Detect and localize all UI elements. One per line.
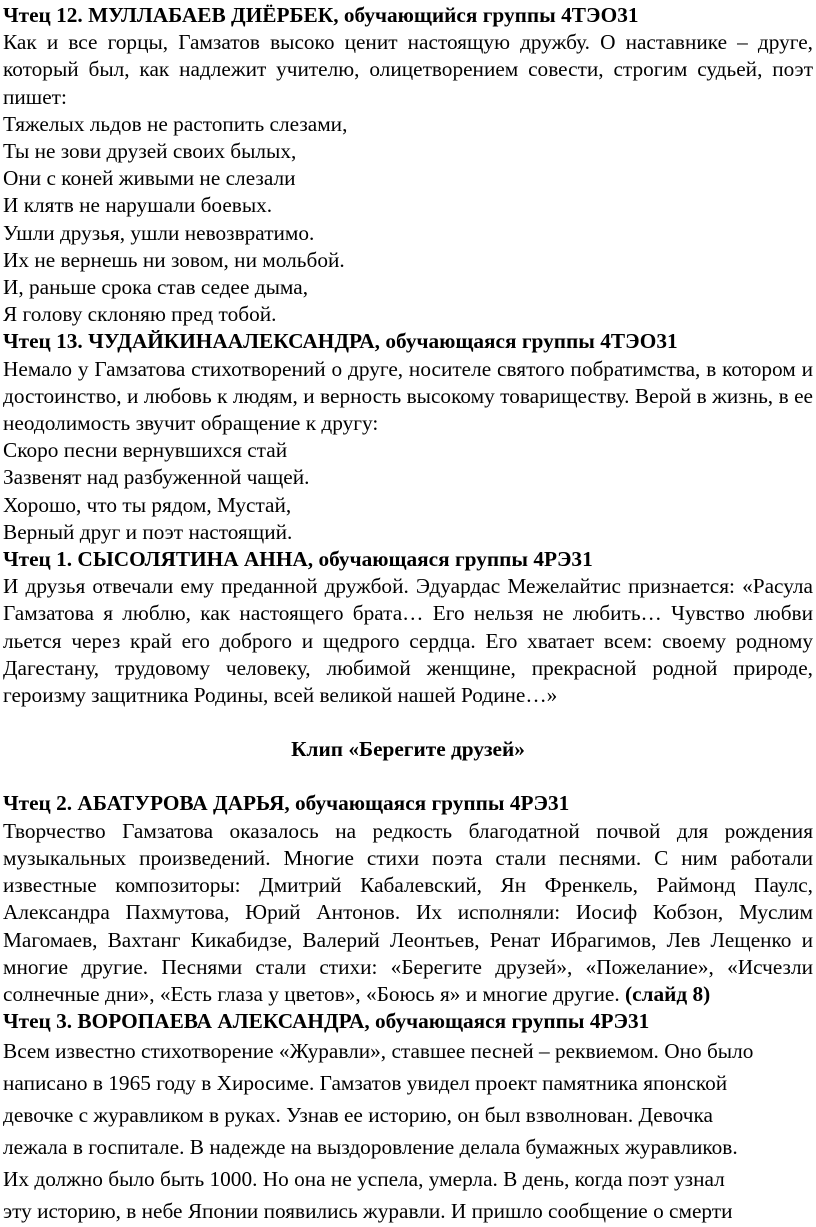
speaker-2-heading: Чтец 2. АБАТУРОВА ДАРЬЯ, обучающаяся группы 4РЭ31 bbox=[3, 791, 570, 816]
speaker-13-heading: Чтец 13. ЧУДАЙКИНААЛЕКСАНДРА, обучающаяся группы 4ТЭО31 bbox=[3, 329, 678, 354]
speaker-2-text bbox=[3, 818, 813, 1008]
poem-line: Зазвенят над разбуженной чащей. bbox=[3, 465, 310, 490]
poem-line: Хорошо, что ты рядом, Мустай, bbox=[3, 492, 292, 517]
speaker-12-heading: Чтец 12. МУЛЛАБАЕВ ДИЁРБЕК, обучающийся группы 4ТЭО31 bbox=[3, 3, 639, 27]
poem-line: Ушли друзья, ушли невозвратимо. bbox=[3, 220, 315, 245]
poem-line: И, раньше срока став седее дыма, bbox=[3, 275, 309, 300]
text-line: Их должно было быть 1000. Но она не успела, умерла. В день, когда поэт узнал bbox=[3, 1167, 725, 1192]
poem-line: Скоро песни вернувшихся стай bbox=[3, 438, 288, 463]
text-line: лежала в госпитале. В надежде на выздоровление делала бумажных журавликов. bbox=[3, 1135, 738, 1160]
text-line: эту историю, в небе Японии появились журавли. И пришло сообщение о смерти bbox=[3, 1199, 733, 1224]
speaker-3-heading: Чтец 3. ВОРОПАЕВА АЛЕКСАНДРА, обучающаяся группы 4РЭ31 bbox=[3, 1009, 650, 1034]
speaker-13-intro: Немало у Гамзатова стихотворений о друге, носителе святого побратимства, в котором и достоинство, и любовь к людям, и верность высокому товариществу. Верой в жизнь, в ее неодолимость звучит обращение к другу: bbox=[3, 356, 813, 436]
poem-line: И клятв не нарушали боевых. bbox=[3, 193, 273, 218]
text-line: Всем известно стихотворение «Журавли», ставшее песней – реквиемом. Оно было bbox=[3, 1039, 754, 1064]
text-line: написано в 1965 году в Хиросиме. Гамзатов увидел проект памятника японской bbox=[3, 1071, 728, 1096]
slide-note: (слайд 8) bbox=[624, 981, 711, 1006]
poem-friends-gone bbox=[3, 111, 813, 329]
poem-line: Я голову склоняю пред тобой. bbox=[3, 302, 277, 327]
poem-line: Их не вернешь ни зовом, ни мольбой. bbox=[3, 247, 345, 272]
clip-title: Клип «Берегите друзей» bbox=[291, 737, 525, 762]
speaker-1-text: И друзья отвечали ему преданной дружбой. Эдуардас Межелайтис признается: «Расула Гамзатова я люблю, как настоящего брата… Его нельзя не любить… Чувство любви льется через край его доброго и щедрого сердца. Его хватает всем: своему родному Дагестану, трудовому человеку, любимой женщине, прекрасной родной природе, героизму защитника Родины, всей великой нашей Родине…» bbox=[3, 574, 813, 708]
poem-to-friend bbox=[3, 437, 813, 546]
speaker-2-body: Творчество Гамзатова оказалось на редкость благодатной почвой для рождения музыкальных произведений. Многие стихи поэта стали песнями. С ним работали известные композиторы: Дмитрий Кабалевский, Ян Френкель, Раймонд Паулс, Александра Пахмутова, Юрий Антонов. Их исполняли: Иосиф Кобзон, Муслим Магомаев, Вахтанг Кикабидзе, Валерий Леонтьев, Ренат Ибрагимов, Лев Лещенко и многие другие. Песнями стали стихи: «Берегите друзей», «Пожелание», «Исчезли солнечные дни», «Есть глаза у цветов», «Боюсь я» и многие другие. bbox=[3, 818, 813, 1006]
poem-line: Они с коней живыми не слезали bbox=[3, 166, 296, 191]
text-line: девочке с журавликом в руках. Узнав ее историю, он был взволнован. Девочка bbox=[3, 1103, 713, 1128]
speaker-3-text bbox=[3, 1035, 813, 1227]
poem-line: Ты не зови друзей своих былых, bbox=[3, 139, 297, 164]
poem-line: Верный друг и поэт настоящий. bbox=[3, 519, 293, 544]
poem-line: Тяжелых льдов не растопить слезами, bbox=[3, 111, 348, 136]
speaker-1-heading: Чтец 1. СЫСОЛЯТИНА АННА, обучающаяся группы 4РЭ31 bbox=[3, 547, 593, 572]
spacer bbox=[3, 709, 813, 736]
spacer bbox=[3, 763, 813, 790]
speaker-12-intro: Как и все горцы, Гамзатов высоко ценит настоящую дружбу. О наставнике – друге, который был, как надлежит учителю, олицетворением совести, строгим судьей, поэт пишет: bbox=[3, 30, 813, 109]
